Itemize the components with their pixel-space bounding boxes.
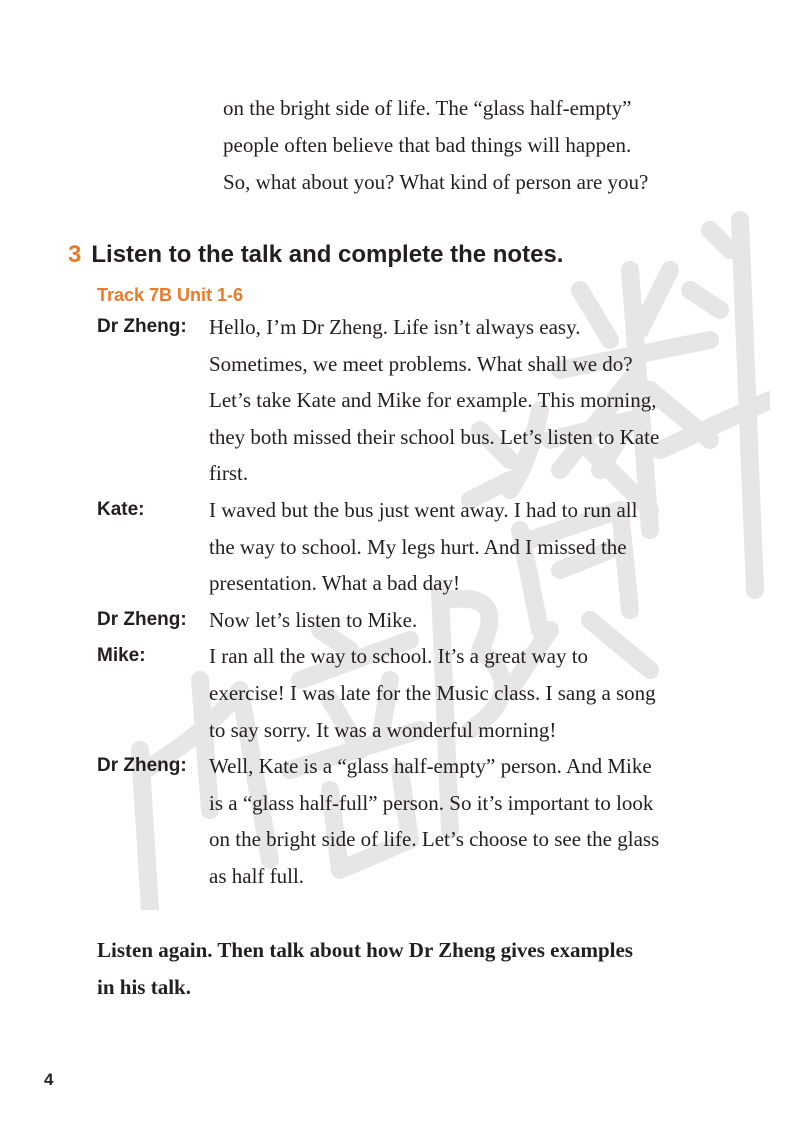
section-heading [68, 238, 563, 272]
speech-line: presentation. What a bad day! [209, 571, 460, 596]
speech-line: they both missed their school bus. Let’s listen to Kate [209, 424, 660, 449]
instruction-line: Listen again. Then talk about how Dr Zheng gives examples [97, 938, 633, 962]
speech-line: Hello, I’m Dr Zheng. Life isn’t always easy. [209, 315, 581, 339]
dialogue [97, 309, 737, 895]
speaker-name: Dr Zheng: [97, 316, 187, 337]
speech-line: on the bright side of life. Let’s choose to see the glass [209, 827, 660, 852]
speech-text [209, 638, 737, 748]
speech-line: the way to school. My legs hurt. And I missed the [209, 534, 627, 559]
speech-text [209, 492, 737, 602]
intro-paragraph [223, 90, 743, 201]
dialogue-turn [97, 638, 737, 748]
speech-line: Let’s take Kate and Mike for example. This morning, [209, 388, 657, 413]
section-title: Listen to the talk and complete the notes. [91, 241, 564, 268]
track-label: Track 7B Unit 1-6 [97, 285, 244, 305]
page-number: 4 [44, 1070, 54, 1089]
speech-text [209, 309, 737, 492]
speech-line: to say sorry. It was a wonderful morning! [209, 717, 557, 742]
speech-line: I ran all the way to school. It’s a great way to [209, 644, 589, 669]
speech-line: I waved but the bus just went away. I had to run all [209, 497, 638, 522]
speaker-name: Mike: [97, 645, 146, 667]
dialogue-turn [97, 309, 737, 492]
instruction [97, 932, 737, 1005]
speaker-name: Dr Zheng: [97, 608, 187, 630]
speech-line: Sometimes, we meet problems. What shall we do? [209, 351, 633, 376]
speech-line: Now let’s listen to Mike. [209, 607, 418, 632]
intro-line: people often believe that bad things will happen. [223, 133, 632, 157]
speech-line: exercise! I was late for the Music class. I sang a song [209, 680, 656, 705]
section-number: 3 [68, 241, 82, 268]
speech-line: as half full. [209, 863, 305, 888]
speaker-name: Dr Zheng: [97, 755, 187, 777]
instruction-line: in his talk. [97, 974, 191, 999]
speech-line: Well, Kate is a “glass half-empty” person. And Mike [209, 754, 652, 779]
speech-text [209, 602, 737, 639]
intro-line: on the bright side of life. The “glass half-empty” [223, 96, 632, 120]
dialogue-turn [97, 492, 737, 602]
speaker-name: Kate: [97, 498, 145, 520]
dialogue-turn [97, 748, 737, 894]
speech-line: is a “glass half-full” person. So it’s important to look [209, 790, 654, 815]
dialogue-turn [97, 602, 737, 639]
speech-line: first. [209, 461, 249, 486]
intro-line: So, what about you? What kind of person are you? [223, 170, 649, 194]
speech-text [209, 748, 737, 894]
